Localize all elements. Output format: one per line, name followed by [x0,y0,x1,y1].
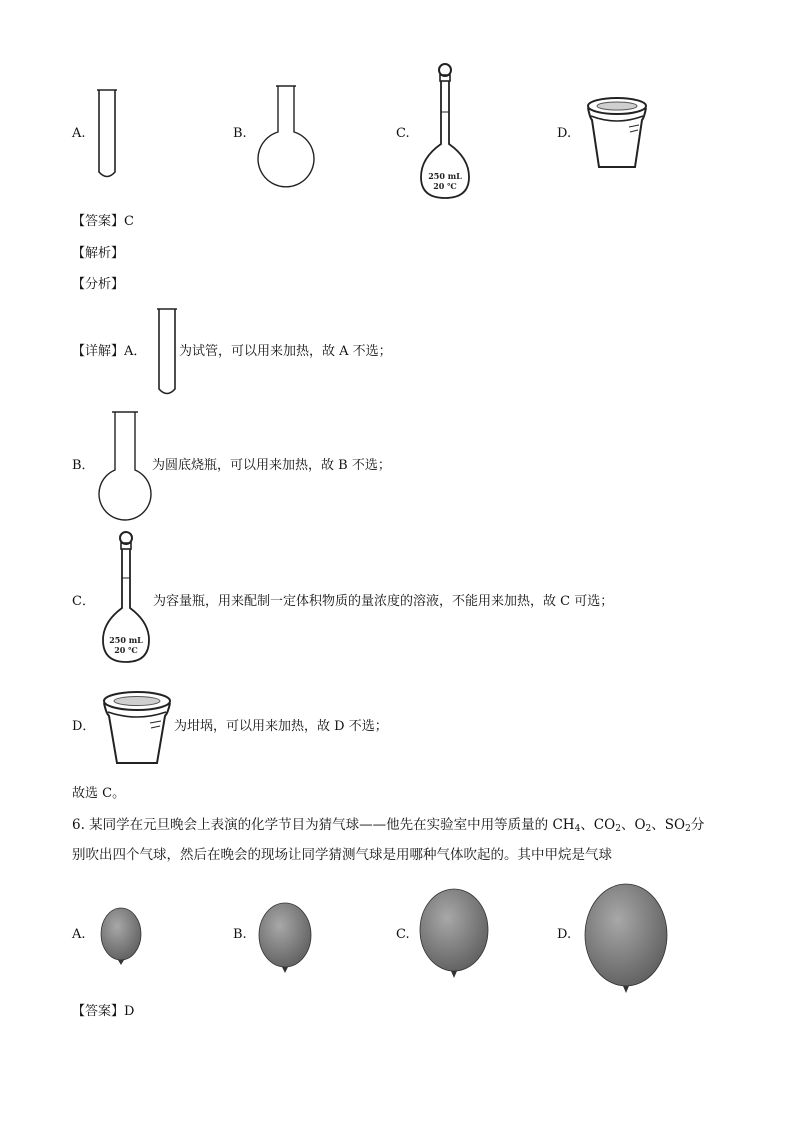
detail-tag: 【详解】 [72,344,125,359]
answer-tag: 【答案】 [72,1004,125,1019]
balloon-icon [583,882,669,998]
option-a-label: A. [72,126,86,141]
option-b-label: B. [233,126,247,141]
detail-a-label: A． [124,344,147,359]
question-6-line-2: 别吹出四个气球，然后在晚会的现场让同学猜测气球是用哪种气体吹起的。其中甲烷是气球 [72,847,612,863]
detail-a-text: 为试管，可以用来加热，故 A 不选； [179,344,392,359]
test-tube-icon [157,307,177,399]
detail-c-text: 为容量瓶，用来配制一定体积物质的量浓度的溶液，不能用来加热，故 C 可选； [153,594,614,609]
conclusion: 故选 C。 [72,786,126,801]
answer-tag: 【答案】 [72,214,125,229]
svg-text:250 mL: 250 mL [109,635,143,645]
answer-value: C [124,214,134,229]
balloon-option-b-label: B. [233,927,247,942]
detail-d-text: 为坩埚，可以用来加热，故 D 不选； [174,719,388,734]
crucible-icon [586,96,648,170]
question-6-line-1: 6. 某同学在元旦晚会上表演的化学节目为猜气球——他先在实验室中用等质量的 $CH_4$、$CO_2$、$O_2$、$SO_2$分 [72,817,705,834]
balloon-option-a-label: A. [72,927,86,942]
round-bottom-flask-icon [98,410,152,520]
detail-d-label: D． [72,719,96,734]
detail-b-text: 为圆底烧瓶，可以用来加热，故 B 不选； [152,458,391,473]
detail-c-label: C． [72,594,95,609]
fenxi-tag: 【分析】 [72,277,125,292]
svg-text:20 ℃: 20 ℃ [114,645,138,655]
balloon-option-d-label: D. [557,927,572,942]
detail-b-label: B． [72,458,95,473]
balloon-icon [99,907,143,969]
balloon-icon [418,888,490,982]
answer-value: D [124,1004,135,1019]
test-tube-icon [97,88,117,182]
svg-text:20 ℃: 20 ℃ [433,181,457,191]
option-d-label: D. [557,126,572,141]
option-c-label: C. [396,126,410,141]
answer-1 [72,214,134,230]
svg-text:250 mL: 250 mL [428,171,462,181]
crucible-icon [102,690,172,766]
balloon-option-c-label: C. [396,927,410,942]
answer-2 [72,1004,134,1020]
detail-a-prefix [72,344,146,360]
volumetric-flask-icon [418,62,472,202]
volumetric-flask-icon [100,530,152,666]
analysis-tag: 【解析】 [72,246,125,261]
balloon-icon [257,902,313,976]
round-bottom-flask-icon [256,84,316,182]
